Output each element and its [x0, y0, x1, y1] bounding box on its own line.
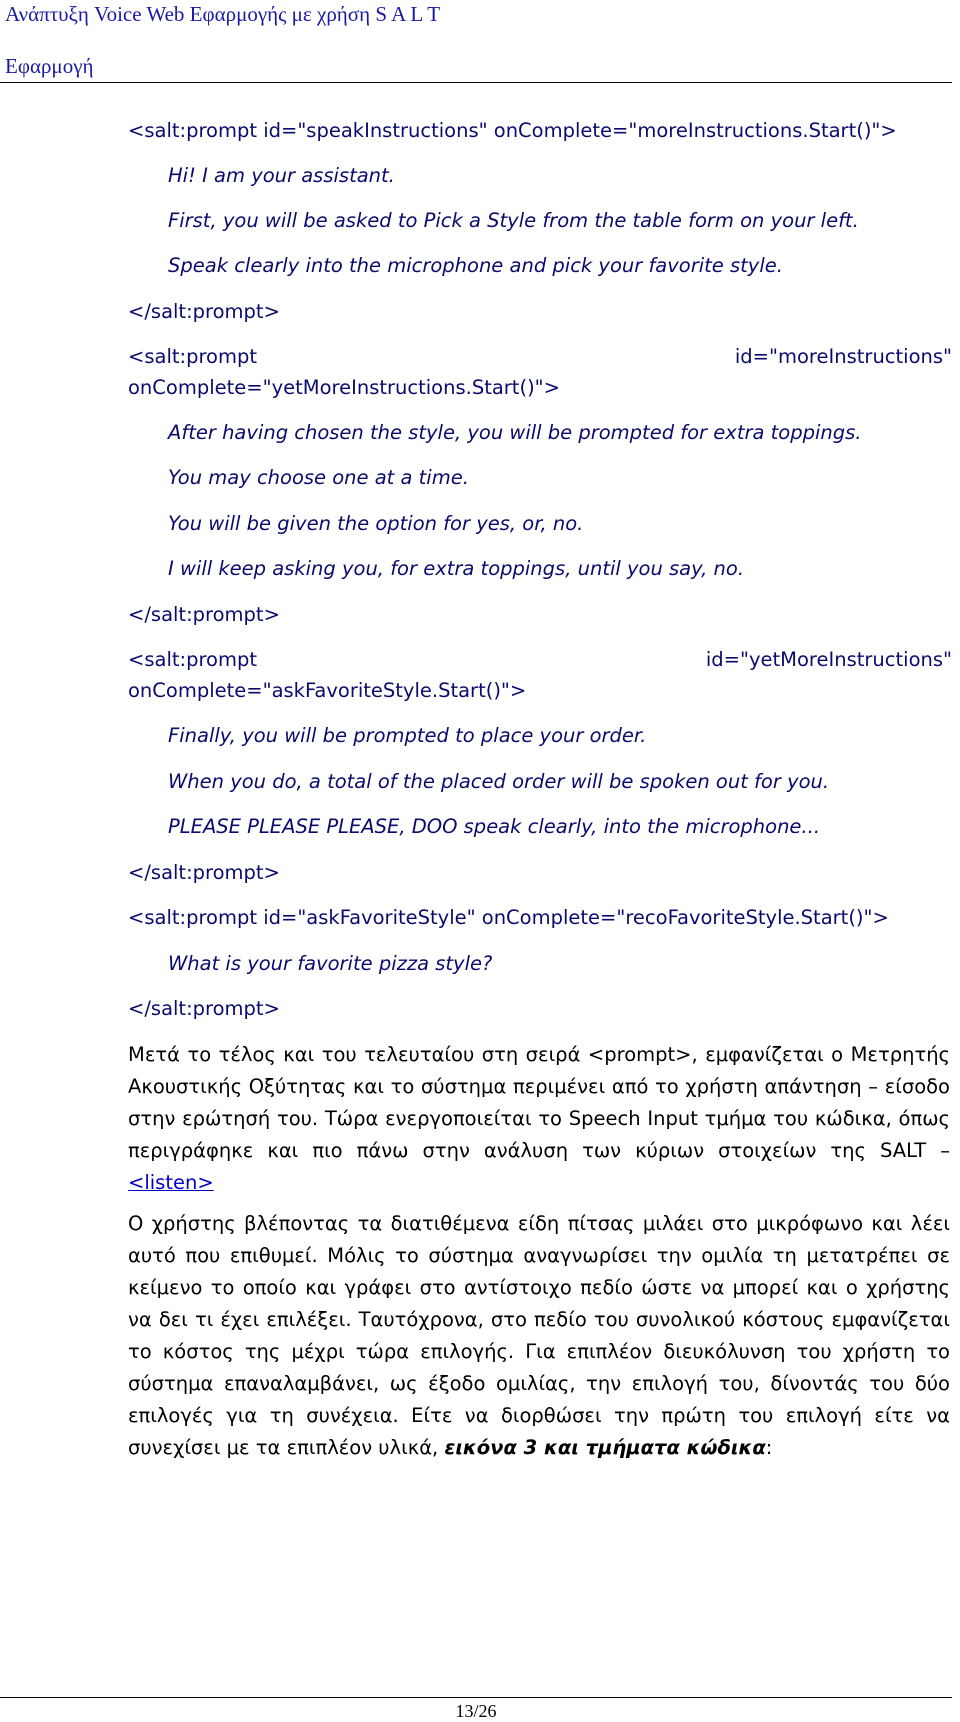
- paragraph-end: :: [765, 1436, 773, 1459]
- body-paragraph: [128, 1039, 950, 1199]
- code-line: Speak clearly into the microphone and pick your favorite style.: [168, 254, 783, 277]
- page-number: 13/26: [455, 1701, 497, 1721]
- code-line: When you do, a total of the placed order will be spoken out for you.: [168, 770, 830, 793]
- code-line: I will keep asking you, for extra toppings, until you say, no.: [168, 557, 745, 580]
- code-line: After having chosen the style, you will be prompted for extra toppings.: [168, 421, 862, 444]
- code-line: PLEASE PLEASE PLEASE, DOO speak clearly, into the microphone...: [168, 815, 821, 838]
- page-header-section: Εφαρμογή: [5, 54, 94, 78]
- code-fragment: id="moreInstructions": [734, 345, 952, 368]
- footer-divider: [0, 1697, 952, 1698]
- paragraph-text: Μετά το τέλος και του τελευταίου στη σειρά <prompt>, εμφανίζεται ο Μετρητής Ακουστικής Οξύτητας και το σύστημα περιμένει από το χρήστη απάντηση – είσοδο στην ερώτησή του. Τώρα ενεργοποιείται το Speech Input τμήμα του κώδικα, όπως περιγράφηκε και πιο πάνω στην ανάλυση των κύριων στοιχείων της SALT –: [128, 1043, 950, 1162]
- code-line: <salt:prompt id="askFavoriteStyle" onComplete="recoFavoriteStyle.Start()">: [128, 906, 889, 929]
- code-line: What is your favorite pizza style?: [168, 952, 493, 975]
- listen-link[interactable]: <listen>: [128, 1171, 214, 1194]
- code-line: onComplete="askFavoriteStyle.Start()">: [128, 679, 527, 702]
- header-divider: [0, 82, 952, 83]
- paragraph-text: Ο χρήστης βλέποντας τα διατιθέμενα είδη πίτσας μιλάει στο μικρόφωνο και λέει αυτό που επιθυμεί. Μόλις το σύστημα αναγνωρίσει την ομιλία τη μετατρέπει σε κείμενο το οποίο και γράφει στο αντίστοιχο πεδίο ώστε να μπορεί και ο χρήστης να δει τι έχει επιλέξει. Ταυτόχρονα, στο πεδίο του συνολικού κόστους εμφανίζεται το κόστος της μέχρι τώρα επιλογής. Για επιπλέον διευκόλυνση του χρήστη το σύστημα επαναλαμβάνει, ως έξοδο ομιλίας, την επιλογή του, δίνοντάς του δύο επιλογές για τη συνέχεια. Είτε να διορθώσει την πρώτη του επιλογή είτε να συνεχίσει με τα επιπλέον υλικά,: [128, 1212, 950, 1459]
- code-line: </salt:prompt>: [128, 861, 280, 884]
- page-header-title: Ανάπτυξη Voice Web Εφαρμογής με χρήση S A L T: [5, 2, 441, 26]
- code-fragment: <salt:prompt: [128, 648, 257, 671]
- code-line: </salt:prompt>: [128, 997, 280, 1020]
- code-line: Finally, you will be prompted to place your order.: [168, 724, 647, 747]
- code-line: You will be given the option for yes, or, no.: [168, 512, 584, 535]
- code-line: You may choose one at a time.: [168, 466, 469, 489]
- code-line: </salt:prompt>: [128, 300, 280, 323]
- code-line: </salt:prompt>: [128, 603, 280, 626]
- code-line: [128, 342, 952, 372]
- code-fragment: <salt:prompt: [128, 345, 257, 368]
- code-line: [128, 645, 952, 675]
- code-line: <salt:prompt id="speakInstructions" onComplete="moreInstructions.Start()">: [128, 119, 897, 142]
- code-line: Hi! I am your assistant.: [168, 164, 395, 187]
- code-fragment: id="yetMoreInstructions": [705, 648, 952, 671]
- body-paragraph: [128, 1208, 950, 1464]
- code-line: onComplete="yetMoreInstructions.Start()">: [128, 376, 560, 399]
- code-line: First, you will be asked to Pick a Style from the table form on your left.: [168, 209, 859, 232]
- figure-reference: εικόνα 3 και τμήματα κώδικα: [444, 1436, 766, 1459]
